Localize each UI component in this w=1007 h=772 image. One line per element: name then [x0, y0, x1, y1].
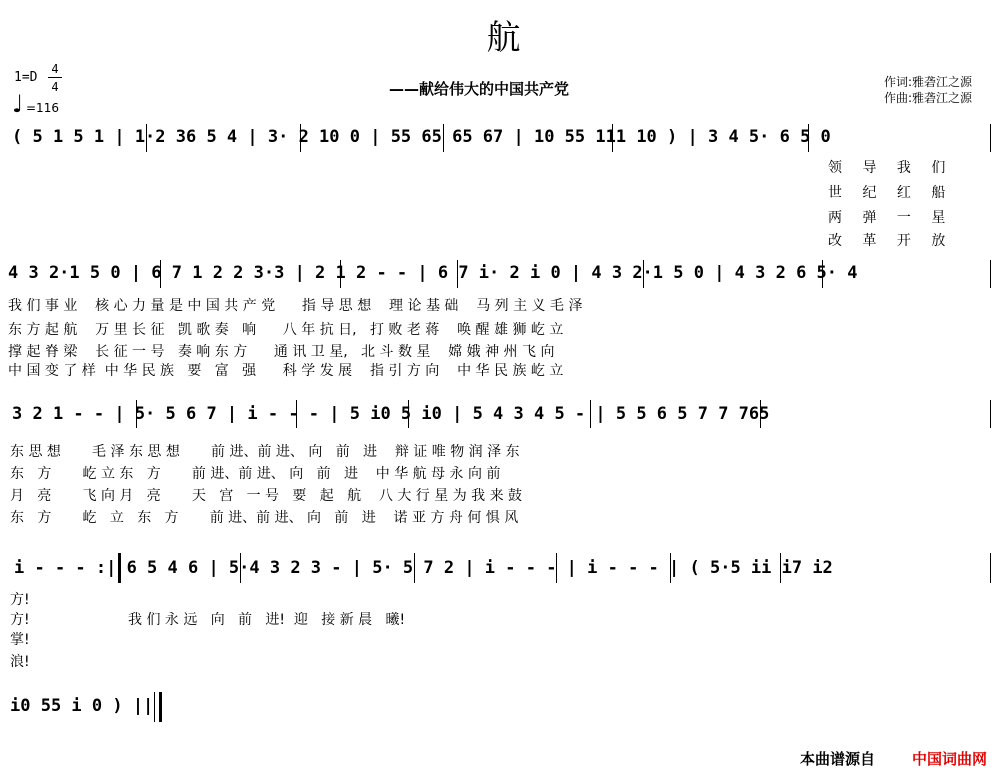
key-signature: 1=D	[14, 70, 38, 85]
lyric-line: 浪!	[10, 654, 30, 670]
song-title: 航	[486, 18, 521, 58]
chorus-lyric: 我 们 永 远 向 前 进! 迎 接 新 晨 曦!	[128, 612, 406, 628]
lyric-line: 我 们 事 业 核 心 力 量 是 中 国 共 产 党 指 导 思 想 理 论 基 础 马 列 主 义 毛 泽	[8, 298, 583, 314]
lyric-line: 东 方 屹 立 东 方 前 进、前 进、 向 前 进 中 华 航 母 永 向 前	[10, 466, 501, 482]
barline	[146, 124, 147, 152]
barline	[760, 400, 761, 428]
song-subtitle: ——献给伟大的中国共产党	[389, 80, 570, 98]
notation-row-4: i - - - :| 6 5 4 6 | 5·4 3 2 3 - | 5· 5 7 2 | i - - - | i - - - | ( 5·5 ii i7 i2	[14, 558, 833, 578]
barline	[990, 124, 991, 152]
barline	[160, 260, 161, 288]
barline	[414, 553, 415, 583]
time-signature-top: 4	[51, 62, 59, 76]
source-brand-link[interactable]: 中国词曲网	[912, 750, 988, 768]
time-signature-bottom: 4	[51, 80, 59, 94]
barline	[408, 400, 409, 428]
lyric-line: 东 方 屹 立 东 方 前 进、前 进、 向 前 进 诺 亚 方 舟 何 惧 风	[10, 510, 519, 526]
final-barline-thick	[159, 692, 162, 722]
barline	[300, 124, 301, 152]
lyric-line: 东 思 想 毛 泽 东 思 想 前 进、前 进、 向 前 进 辩 证 唯 物 润 泽 东	[10, 444, 520, 460]
barline	[590, 400, 591, 428]
source-label: 本曲谱源自	[800, 750, 876, 768]
barline	[340, 260, 341, 288]
lyric-line: 东 方 起 航 万 里 长 征 凯 歌 奏 响 八 年 抗 日, 打 败 老 蒋 唤 醒 雄 狮 屹 立	[8, 322, 564, 338]
tempo-marking: =116	[26, 101, 59, 115]
final-barline	[154, 692, 155, 722]
lyric-line: 两 弹 一 星	[828, 210, 946, 226]
lyric-line: 方!	[10, 592, 30, 608]
barline	[822, 260, 823, 288]
notation-row-5: i0 55 i 0 ) ||	[10, 696, 154, 716]
repeat-barline	[118, 553, 121, 583]
time-signature-divider	[48, 77, 62, 78]
notation-row-3: 3 2 1 - - | 5· 5 6 7 | i - - - | 5 i0 5 i0 | 5 4 3 4 5 - | 5 5 6 5 7 7 765	[12, 404, 770, 424]
barline	[990, 260, 991, 288]
barline	[670, 553, 671, 583]
barline	[612, 124, 613, 152]
notation-row-1: ( 5 1 5 1 | 1·2 36 5 4 | 3· 2 10 0 | 55 65 65 67 | 10 55 111 10 ) | 3 4 5· 6 5 0	[12, 127, 831, 147]
lyric-line: 方!	[10, 612, 30, 628]
quarter-note-icon: ♩	[12, 90, 24, 118]
barline	[990, 553, 991, 583]
barline	[136, 400, 137, 428]
barline	[296, 400, 297, 428]
lyric-line: 月 亮 飞 向 月 亮 天 宫 一 号 要 起 航 八 大 行 星 为 我 来 鼓	[10, 488, 523, 504]
lyric-line: 改 革 开 放	[828, 233, 946, 249]
composer-credit: 作曲:雅砻江之源	[884, 91, 973, 105]
barline	[556, 553, 557, 583]
barline	[643, 260, 644, 288]
lyric-line: 撑 起 脊 梁 长 征 一 号 奏 响 东 方 通 讯 卫 星, 北 斗 数 星 嫦 娥 神 州 飞 向	[8, 344, 555, 360]
barline	[443, 124, 444, 152]
lyricist-credit: 作词:雅砻江之源	[884, 75, 973, 89]
barline	[780, 553, 781, 583]
lyric-line: 中 国 变 了 样 中 华 民 族 要 富 强 科 学 发 展 指 引 方 向 中 华 民 族 屹 立	[8, 363, 564, 379]
barline	[990, 400, 991, 428]
notation-row-2: 4 3 2·1 5 0 | 6 7 1 2 2 3·3 | 2 1 2 - - | 6 7 i· 2 i 0 | 4 3 2·1 5 0 | 4 3 2 6 5· 4	[8, 263, 858, 283]
lyric-line: 领 导 我 们	[828, 160, 946, 176]
barline	[457, 260, 458, 288]
lyric-line: 掌!	[10, 632, 30, 648]
barline	[808, 124, 809, 152]
lyric-line: 世 纪 红 船	[828, 185, 946, 201]
barline	[240, 553, 241, 583]
